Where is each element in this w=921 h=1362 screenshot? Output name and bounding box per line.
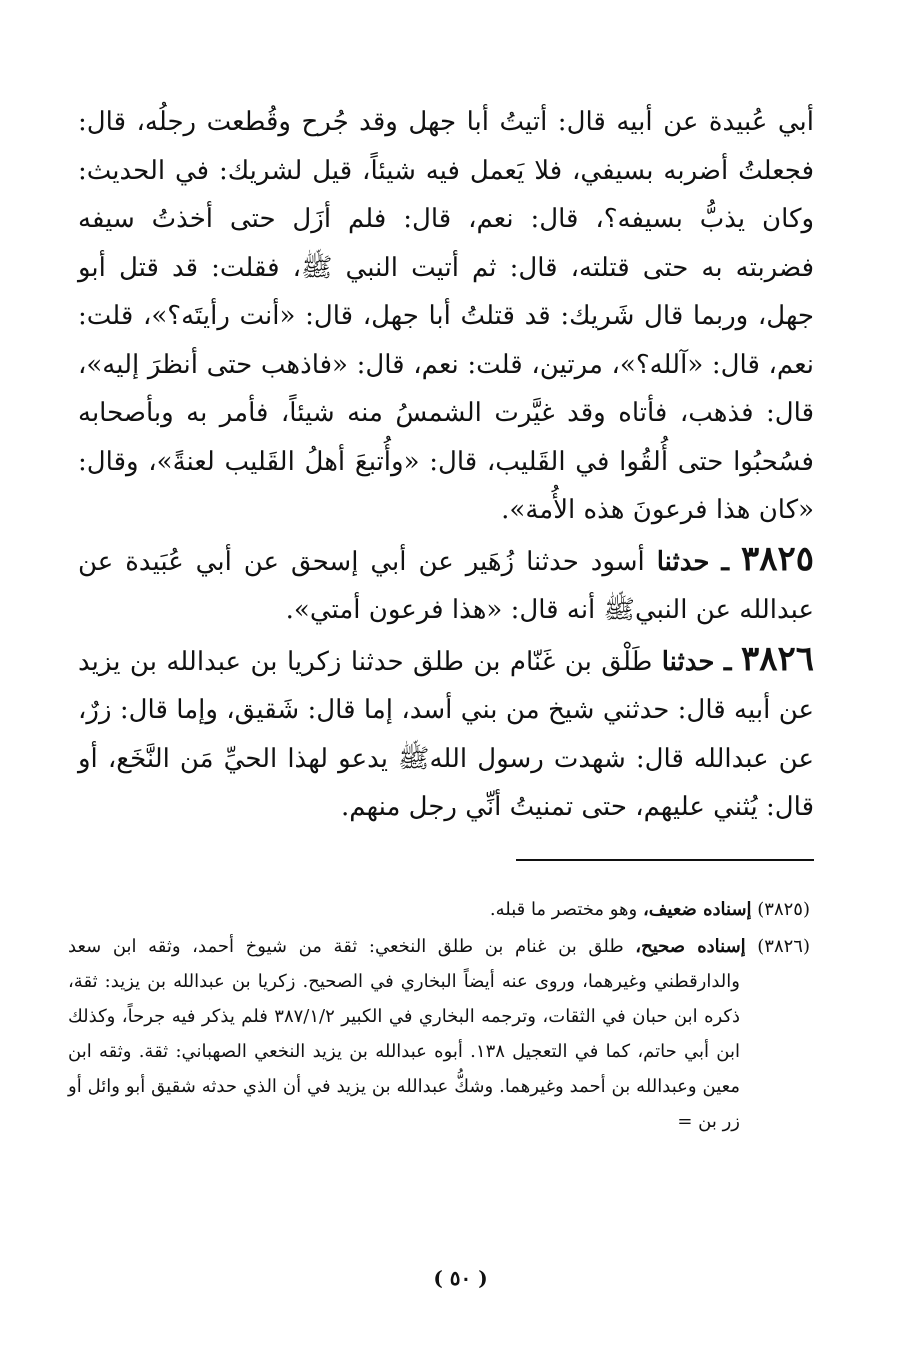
footnotes [68,892,810,1139]
page-number: ( ٥٠ ) [433,1266,488,1290]
hadith-3826 [78,635,814,832]
hadith-dash: ـ [723,646,732,677]
hadith-number: ٣٨٢٥ [741,538,815,579]
hadith-3825 [78,535,814,635]
footnote-number: (٣٨٢٥) [757,899,810,920]
hadith-number: ٣٨٢٦ [740,638,815,679]
footnote-text: وهو مختصر ما قبله. [489,899,638,920]
hadith-dash: ـ [721,546,730,577]
hadith-opening: حدثنا [661,646,715,677]
footnote-number: (٣٨٢٦) [757,936,810,957]
footnote-text: طلق بن غنام بن طلق النخعي: ثقة من شيوخ أحمد، وثقه ابن سعد والدارقطني وغيرهما، وروى عنه أيضاً البخاري في الصحيح. زكريا بن عبدالله بن يزيد: ثقة، ذكره ابن حبان في الثقات، وترجمه البخاري في الكبير ٣٨٧/١/٢ فلم يذكر فيه جرحاً، وكذلك ابن أبي حاتم، كما في التعجيل ١٣٨. أبوه عبدالله بن يزيد النخعي الصهباني: ثقة. وثقه ابن معين وعبدالله بن أحمد وغيرهما. وشكُّ عبدالله بن يزيد في أن الذي حدثه شقيق أبو وائل أو زر بن = [68,936,741,1132]
footnote-divider [516,859,814,861]
main-text [78,98,814,832]
hadith-opening: حدثنا [656,546,710,577]
footnote-3826 [68,929,810,1139]
footnote-grade: إسناده ضعيف، [642,899,752,920]
footnote-grade: إسناده صحيح، [635,936,746,957]
hadith-continuation: أبي عُبيدة عن أبيه قال: أتيتُ أبا جهل وقد جُرح وقُطعت رجلُه، قال: فجعلتُ أضربه بسيفي، فلا يَعمل فيه شيئاً، قيل لشريك: في الحديث: وكان يذبُّ بسيفه؟، قال: نعم، قال: فلم أزَل حتى أخذتُ سيفه فضربته به حتى قتلته، قال: ثم أتيت النبي ﷺ، فقلت: قد قتل أبو جهل، وربما قال شَريك: قد قتلتُ أبا جهل، قال: «أنت رأيتَه؟»، قلت: نعم، قال: «آلله؟»، مرتين، قلت: نعم، قال: «فاذهب حتى أنظرَ إليه»، قال: فذهب، فأتاه وقد غيَّرت الشمسُ منه شيئاً، فأمر به وبأصحابه فسُحبُوا حتى أُلقُوا في القَليب، قال: «وأُتبعَ أهلُ القَليب لعنةً»، وقال: «كان هذا فرعونَ هذه الأُمة». [78,107,814,525]
hadith-text: أسود حدثنا زُهَير عن أبي إسحق عن أبي عُبَيدة عن عبدالله عن النبيﷺ أنه قال: «هذا فرعون أمتي». [78,546,814,625]
hadith-text: طَلْق بن غَنّام بن طلق حدثنا زكريا بن عبدالله بن يزيد عن أبيه قال: حدثني شيخ من بني أسد، إما قال: شَقيق، وإما قال: زرٌ، عن عبدالله قال: شهدت رسول اللهﷺ يدعو لهذا الحيِّ مَن النَّخَع، أو قال: يُثني عليهم، حتى تمنيتُ أنِّي رجل منهم. [78,646,814,822]
footnote-3825 [68,892,810,927]
